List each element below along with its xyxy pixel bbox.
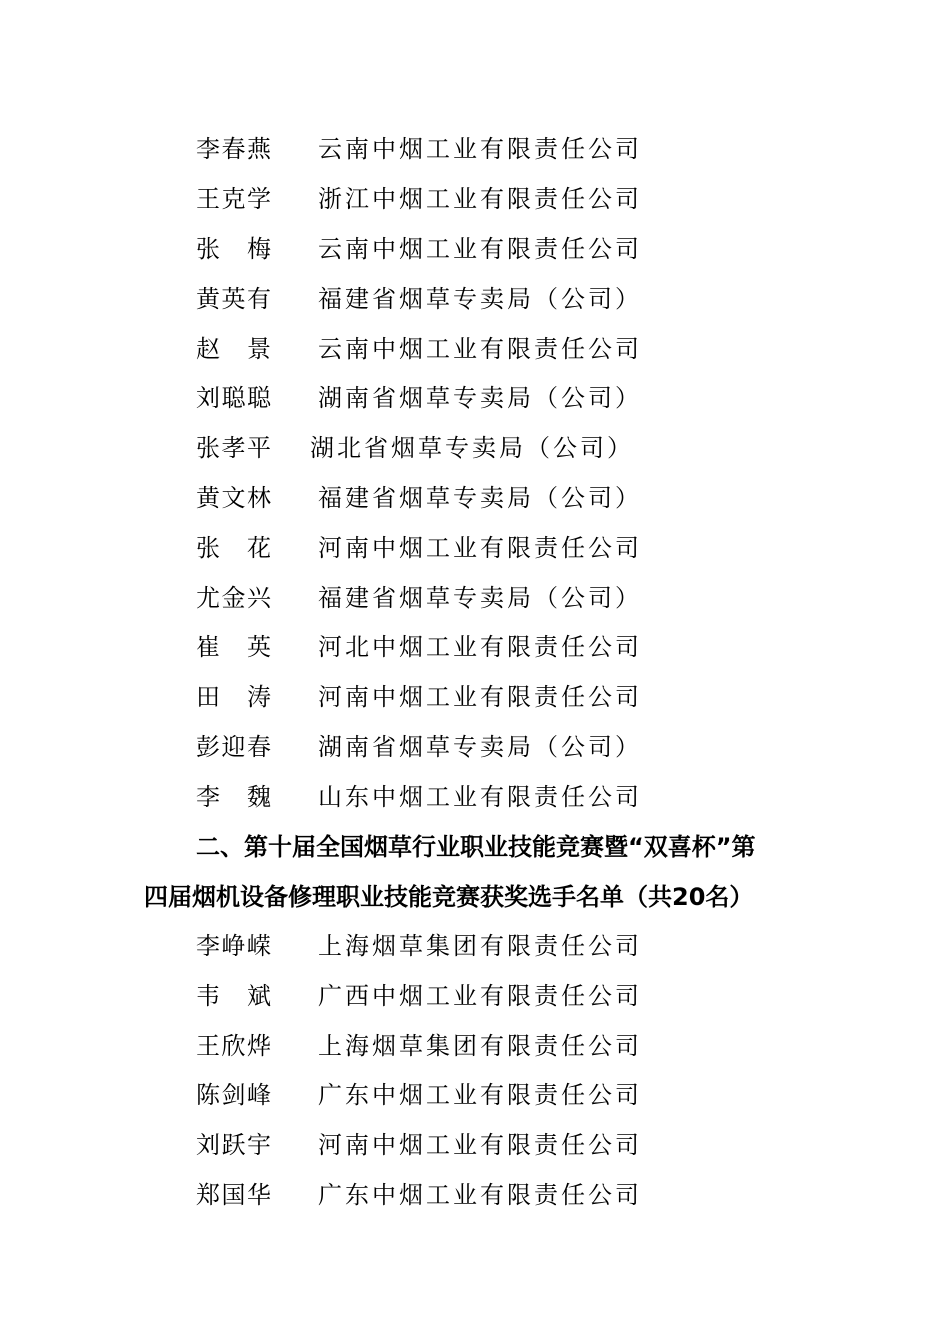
list-item — [0, 179, 950, 219]
section-heading-line-2: 四届烟机设备修理职业技能竞赛获奖选手名单（共20名） — [144, 883, 754, 911]
winner-name: 田涛 — [196, 683, 272, 711]
winner-organization: 福建省烟草专卖局（公司） — [318, 285, 642, 313]
winner-name: 郑国华 — [196, 1181, 272, 1209]
winner-organization: 上海烟草集团有限责任公司 — [318, 932, 642, 960]
list-item — [0, 129, 950, 169]
winner-name: 刘聪聪 — [196, 384, 272, 412]
list-item — [0, 677, 950, 717]
winner-organization: 湖北省烟草专卖局（公司） — [310, 434, 634, 462]
list-item — [0, 1125, 950, 1165]
winner-name: 张花 — [196, 534, 272, 562]
winner-organization: 云南中烟工业有限责任公司 — [318, 135, 642, 163]
winner-organization: 云南中烟工业有限责任公司 — [318, 335, 642, 363]
list-item — [0, 1175, 950, 1215]
winner-name: 王克学 — [196, 185, 272, 213]
winner-organization: 上海烟草集团有限责任公司 — [318, 1032, 642, 1060]
winner-name: 李峥嵘 — [196, 932, 272, 960]
winner-name: 李魏 — [196, 783, 272, 811]
winner-organization: 云南中烟工业有限责任公司 — [318, 235, 642, 263]
winner-name: 李春燕 — [196, 135, 272, 163]
winner-organization: 广东中烟工业有限责任公司 — [318, 1181, 642, 1209]
winner-organization: 河南中烟工业有限责任公司 — [318, 1131, 642, 1159]
winner-organization: 山东中烟工业有限责任公司 — [318, 783, 642, 811]
list-item — [0, 378, 950, 418]
winner-name: 崔英 — [196, 633, 272, 661]
list-item — [0, 478, 950, 518]
list-item — [0, 578, 950, 618]
winner-name: 韦斌 — [196, 982, 272, 1010]
winner-name: 刘跃宇 — [196, 1131, 272, 1159]
winner-name: 陈剑峰 — [196, 1081, 272, 1109]
list-item — [0, 279, 950, 319]
winner-name: 黄文林 — [196, 484, 272, 512]
winner-organization: 广西中烟工业有限责任公司 — [318, 982, 642, 1010]
list-item — [0, 229, 950, 269]
winner-organization: 广东中烟工业有限责任公司 — [318, 1081, 642, 1109]
list-item — [0, 777, 950, 817]
winner-name: 张梅 — [196, 235, 272, 263]
winner-name: 尤金兴 — [196, 584, 272, 612]
list-item — [0, 727, 950, 767]
section-heading-line-1: 二、第十届全国烟草行业职业技能竞赛暨“双喜杯”第 — [196, 833, 756, 861]
winner-name: 黄英有 — [196, 285, 272, 313]
winner-organization: 湖南省烟草专卖局（公司） — [318, 384, 642, 412]
list-item — [0, 329, 950, 369]
winner-organization: 福建省烟草专卖局（公司） — [318, 484, 642, 512]
winner-name: 赵景 — [196, 335, 272, 363]
winner-organization: 河南中烟工业有限责任公司 — [318, 683, 642, 711]
list-item — [0, 428, 950, 468]
winner-organization: 福建省烟草专卖局（公司） — [318, 584, 642, 612]
list-item — [0, 976, 950, 1016]
list-item — [0, 926, 950, 966]
winner-organization: 湖南省烟草专卖局（公司） — [318, 733, 642, 761]
list-item — [0, 1075, 950, 1115]
winner-name: 彭迎春 — [196, 733, 272, 761]
list-item — [0, 627, 950, 667]
winner-organization: 河南中烟工业有限责任公司 — [318, 534, 642, 562]
list-item — [0, 528, 950, 568]
winner-organization: 河北中烟工业有限责任公司 — [318, 633, 642, 661]
winner-name: 王欣烨 — [196, 1032, 272, 1060]
winner-name: 张孝平 — [196, 434, 272, 462]
winner-organization: 浙江中烟工业有限责任公司 — [318, 185, 642, 213]
list-item — [0, 1026, 950, 1066]
